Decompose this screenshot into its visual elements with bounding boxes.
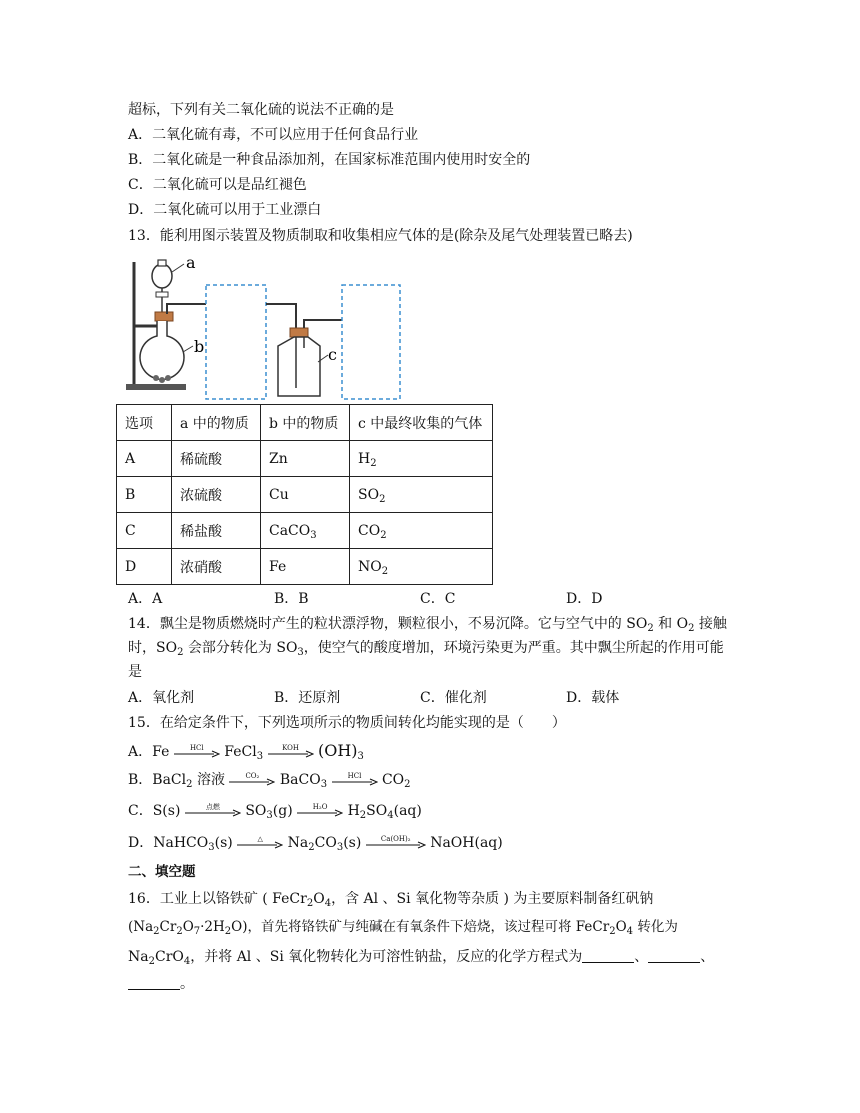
cell-b: Cu — [261, 477, 350, 513]
q13-answer-b: B．B — [274, 591, 309, 607]
apparatus-diagram — [120, 252, 420, 400]
q12-option-b: B．二氧化硫是一种食品添加剂，在国家标准范围内使用时安全的 — [128, 152, 531, 168]
header-c: c 中最终收集的气体 — [350, 405, 493, 441]
q14-answer-b: B．还原剂 — [274, 690, 341, 706]
header-option: 选项 — [117, 405, 172, 441]
q16-line-4: 。 — [128, 974, 194, 994]
cell-b: Fe — [261, 549, 350, 585]
q12-option-c: C．二氧化硫可以是品红褪色 — [128, 177, 307, 193]
q12-option-d: D．二氧化硫可以用于工业漂白 — [128, 202, 322, 218]
section-title: 二、填空题 — [128, 864, 196, 880]
arrow-icon: △ — [237, 835, 283, 849]
q12-option-a: A．二氧化硫有毒，不可以应用于任何食品行业 — [128, 127, 419, 143]
cell-gas: $CO_2$ — [350, 513, 493, 549]
q14-answer-c: C．催化剂 — [420, 690, 487, 706]
label-b: b — [194, 337, 205, 356]
cell-gas: $NO_2$ — [350, 549, 493, 585]
stand-base — [126, 384, 186, 390]
q13-stem: 13．能利用图示装置及物质制取和收集相应气体的是(除杂及尾气处理装置已略去) — [128, 228, 633, 244]
q15-option-d: D．NaHCO$_3$(s) △ $Na_2CO_3(s)$ Ca(OH)₂ NaOH(aq) — [128, 835, 503, 853]
cell-opt: D — [117, 549, 172, 585]
arrow-icon: CO₂ — [229, 772, 275, 786]
q15-option-a: A．Fe HCl FeCl$_3$ KOH $(OH)_3$ — [128, 741, 364, 762]
q15-option-b: B．BaCl$_2$ 溶液 CO₂ BaCO$_3$ HCl $CO_2$ — [128, 772, 411, 790]
arrow-icon: KOH — [268, 744, 314, 758]
arrow-icon: HCl — [332, 772, 378, 786]
q13-answer-a: A．A — [128, 591, 163, 607]
arrow-icon: Ca(OH)₂ — [366, 835, 426, 849]
cell-a: 稀硫酸 — [172, 441, 261, 477]
q13-answers — [128, 589, 602, 609]
q12-stem: 超标，下列有关二氧化硫的说法不正确的是 — [128, 102, 394, 118]
cell-a: 浓硝酸 — [172, 549, 261, 585]
answer-blank-1[interactable] — [582, 962, 634, 963]
q13-answer-d: D．D — [566, 591, 603, 607]
q16-line-1: 16．工业上以铬铁矿 ( $FeCr_2O_4$，含 Al 、Si 氧化物等杂质 ) 为主要原料制备红矾钠 — [128, 891, 654, 909]
flask-b — [140, 321, 184, 379]
cell-gas: $SO_2$ — [350, 477, 493, 513]
bottle-c — [278, 337, 320, 396]
dashed-box-2 — [342, 285, 400, 399]
q14-line-3: 是 — [128, 664, 142, 680]
table-row — [117, 549, 493, 585]
header-a: a 中的物质 — [172, 405, 261, 441]
q16-line-3: $Na_2CrO_4$，并将 Al 、Si 氧化物转化为可溶性钠盐，反应的化学方程式为 、 、 — [128, 949, 715, 967]
table-row — [117, 441, 493, 477]
arrow-icon: H₂O — [297, 803, 343, 817]
arrow-icon: 点燃 — [185, 803, 241, 817]
arrow-icon: HCl — [174, 744, 220, 758]
q14-answer-a: A．氧化剂 — [128, 690, 195, 706]
stopper-flask — [155, 312, 173, 321]
q14-answer-d: D．载体 — [566, 690, 620, 706]
funnel-a — [152, 264, 172, 288]
cell-opt: A — [117, 441, 172, 477]
table-header-row — [117, 405, 493, 441]
label-a: a — [186, 253, 196, 272]
answer-blank-2[interactable] — [648, 962, 700, 963]
q14-answers — [128, 688, 619, 708]
table-row — [117, 513, 493, 549]
cell-gas: $H_2$ — [350, 441, 493, 477]
cell-b: Zn — [261, 441, 350, 477]
cell-b: CaCO$_3$ — [261, 513, 350, 549]
cell-opt: B — [117, 477, 172, 513]
cell-a: 浓硫酸 — [172, 477, 261, 513]
header-b: b 中的物质 — [261, 405, 350, 441]
label-c: c — [328, 345, 337, 364]
q13-answer-c: C．C — [420, 591, 456, 607]
answer-blank-3[interactable] — [128, 989, 180, 990]
q13-table — [116, 404, 493, 585]
table-row — [117, 477, 493, 513]
q15-stem: 15．在给定条件下，下列选项所示的物质间转化均能实现的是（ ） — [128, 715, 566, 731]
q14-line-2: 时，$SO_2$ 会部分转化为 $SO_3$，使空气的酸度增加，环境污染更为严重。其中飘尘所起的作用可能 — [128, 640, 724, 658]
q14-line-1: 14．飘尘是物质燃烧时产生的粒状漂浮物，颗粒很小，不易沉降。它与空气中的 $SO_2$ 和 $O_2$ 接触 — [128, 616, 727, 634]
cell-a: 稀盐酸 — [172, 513, 261, 549]
q16-line-2: $(Na_2Cr_2O_7\cdot 2H_2O)$，首先将铬铁矿与纯碱在有氧条件下焙烧，该过程可将 $FeCr_2O_4$ 转化为 — [128, 919, 678, 937]
cell-opt: C — [117, 513, 172, 549]
stopper-bottle — [290, 328, 308, 337]
q15-option-c: C．S(s) 点燃 $SO_3(g)$ H₂O $H_2SO_4(aq)$ — [128, 803, 422, 821]
dashed-box-1 — [206, 285, 266, 399]
